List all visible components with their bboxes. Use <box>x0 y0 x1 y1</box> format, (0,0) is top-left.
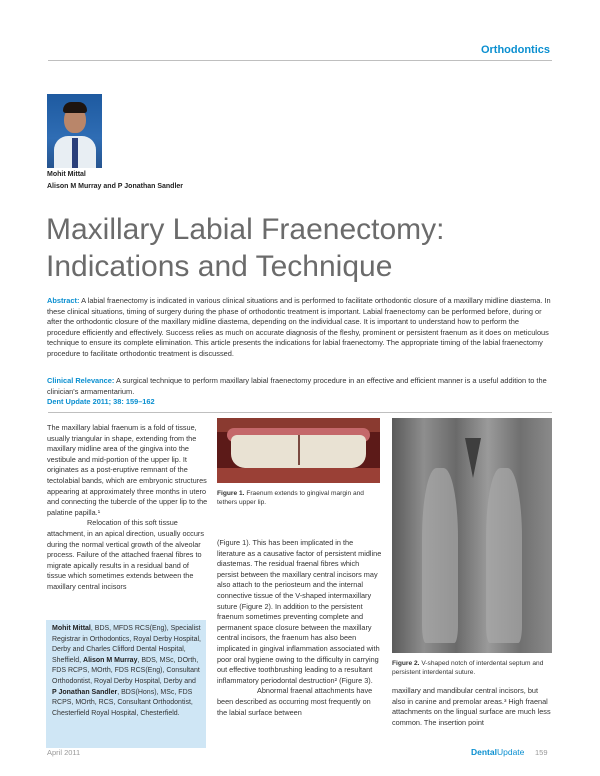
abstract <box>47 296 552 360</box>
brand-rest: Update <box>496 747 525 757</box>
affil-name-2: Alison M Murray <box>83 656 138 664</box>
column-2 <box>217 538 382 718</box>
figure-2-caption-text: V-shaped notch of interdental septum and persistent interdental suture. <box>392 660 544 676</box>
col1-paragraph-1: The maxillary labial fraenum is a fold of tissue, usually triangular in shape, extending from the maxillary midline area of the gingiva into the vestibule and mid-portion of the upper lip. It originates as a post-eruptive remnant of the tectolabial bands, which are embryonic structures appearing at approximately three months in utero and connecting the tubercle of the upper lip to the palatine papilla.¹ <box>47 423 208 517</box>
figure-1-caption <box>217 489 382 507</box>
affiliations <box>52 624 202 719</box>
affil-details-1: , BDS, MFDS RCS(Eng), Specialist Registrar in Orthodontics, Royal Derby Hospital, Derby and Charles Clifford Dental Hospital, Sheffield, <box>52 625 202 664</box>
citation: Dent Update 2011; 38: 159–162 <box>47 397 155 406</box>
clinical-relevance-text: A surgical technique to perform maxillary labial fraenectomy procedure in an effective and efficient manner is a useful addition to the clinician's armamentarium. <box>47 376 547 396</box>
page-number: 159 <box>535 748 548 757</box>
figure-1-caption-text: Fraenum extends to gingival margin and tethers upper lip. <box>217 490 364 506</box>
affil-name-1: Mohit Mittal <box>52 625 91 632</box>
figure-2-caption <box>392 659 552 677</box>
clinical-relevance-label: Clinical Relevance: <box>47 376 115 385</box>
title-line-1: Maxillary Labial Fraenectomy: <box>46 213 445 246</box>
affil-name-3: P Jonathan Sandler <box>52 688 118 696</box>
col1-paragraph-2: Relocation of this soft tissue attachment, in an apical direction, usually occurs during the normal vertical growth of the alveolar process. Failure of the attached fraenal fibres to migrate apically results in a residual band of tissue which sometimes extends between the maxillary central incisors <box>47 518 204 591</box>
journal-brand <box>471 747 524 757</box>
brand-bold: Dental <box>471 747 497 757</box>
mid-divider <box>48 412 552 413</box>
figure-2-radiograph <box>392 418 552 653</box>
footer-date: April 2011 <box>47 748 81 757</box>
article-title <box>46 211 526 285</box>
figure-1-photo <box>217 418 380 483</box>
abstract-label: Abstract: <box>47 296 80 305</box>
figure-1-label: Figure 1. <box>217 490 245 497</box>
lead-author: Mohit Mittal <box>47 171 86 178</box>
figure-2-label: Figure 2. <box>392 660 420 667</box>
column-1 <box>47 423 209 593</box>
title-line-2: Indications and Technique <box>46 250 393 283</box>
author-photo <box>47 94 102 168</box>
co-authors: Alison M Murray and P Jonathan Sandler <box>47 183 184 190</box>
column-3: maxillary and mandibular central incisors, but also in canine and premolar areas.³ High fraenal attachments on the lingual surface are much less common. The insertion point <box>392 686 551 727</box>
section-tag: Orthodontics <box>480 44 550 56</box>
affil-details-2: , BDS, MSc, DOrth, FDS RCPS, MOrth, FDS RCS(Eng), Consultant Orthodontist, Royal Derby Hospital, Derby and <box>52 656 200 685</box>
col2-paragraph-1: (Figure 1). This has been implicated in the literature as a causative factor of persistent midline diastemas. The residual fraenal fibres which persist between the maxillary central incisors may also attach to the periosteum and the internal connective tissue of the V-shaped intermaxillary suture (Figure 2). In addition to the persistent fraenum sometimes preventing complete and permanent space closure between the maxillary central incisors, the fraenum has also been implicated in gingival inflammation associated with poor oral hygiene owing to the difficulty in carrying out effective toothbrushing leading to a resultant inflammatory periodontal destruction² (Figure 3). <box>217 538 382 685</box>
col2-paragraph-2: Abnormal fraenal attachments have been described as occurring most frequently on the labial surface between <box>217 686 373 717</box>
affil-details-3: , BDS(Hons), MSc, FDS RCPS, MOrth, RCS, Consultant Orthodontist, Chesterfield Royal Hospital, Chesterfield. <box>52 688 193 717</box>
top-divider <box>48 60 552 61</box>
clinical-relevance <box>47 376 552 397</box>
abstract-text: A labial fraenectomy is indicated in various clinical situations and is performed to facilitate orthodontic closure of a maxillary midline diastema. In these clinical situations, timing of surgery during the phase of orthodontic treatment is important. Labial fraenectomy can be performed before, during or after the orthodontic closure of the maxillary midline diastema, depending on the individual case. It is important to understand how to perform the procedure efficiently and effectively. Success relies as much on accurate diagnosis of the fleshy, prominent or persistent fraenum as it does on meticulous technique to ensure its complete elimination. This article presents the indications for labial fraenectomy. The appropriate timing of the labial fraenectomy procedure to facilitate orthodontic treatment is discussed. <box>47 296 551 358</box>
